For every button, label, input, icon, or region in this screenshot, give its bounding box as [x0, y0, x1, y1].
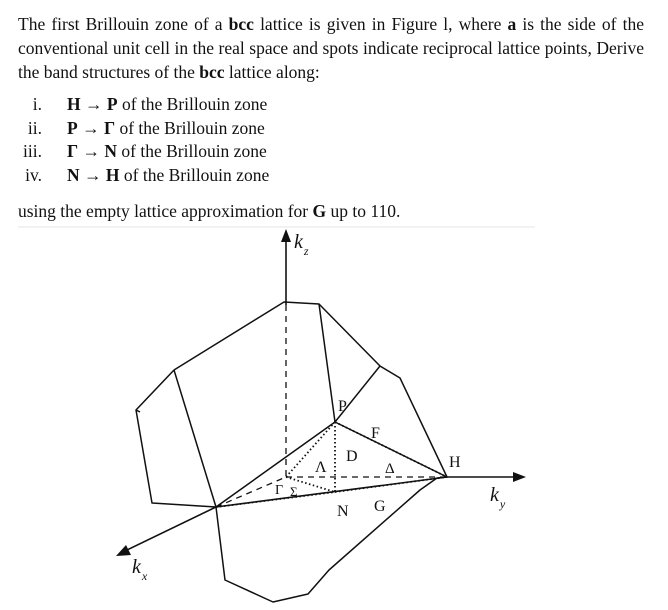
footer-text-2: up to 110. [326, 201, 401, 221]
arrow: → [85, 94, 103, 114]
path-from: P [67, 117, 78, 138]
kx-label: $k_x$ [132, 556, 148, 583]
intro-bcc: bcc [228, 14, 254, 34]
path-rest: of the Brillouin zone [117, 141, 267, 161]
hidden-edges [216, 305, 447, 507]
footer-text-1: using the empty lattice approximation for [18, 201, 313, 221]
arrow: → [82, 141, 101, 161]
list-number: ii. [27, 117, 42, 138]
symmetry-lines [216, 422, 447, 507]
intro-bcc-2: bcc [199, 62, 225, 82]
label-Delta: Δ [385, 461, 395, 477]
path-to: H [105, 164, 120, 185]
kz-arrowhead [281, 229, 291, 242]
ky-arrowhead [513, 472, 526, 482]
intro-text-3: is the side of the conventional unit cell in the real space and spots indicate reciprocal lattice points, Derive the band structures of the [18, 14, 644, 82]
list-number: iii. [23, 141, 42, 161]
path-from: Γ [67, 141, 79, 161]
list-number: iv. [25, 164, 42, 185]
label-Sigma: Σ [290, 484, 298, 499]
polyhedron-edges [136, 302, 447, 602]
label-P: P [338, 398, 347, 415]
path-rest: of the Brillouin zone [115, 117, 265, 138]
path-from: H [67, 94, 81, 114]
intro-text-4: lattice along: [224, 62, 320, 82]
path-to: Γ [103, 117, 116, 138]
label-D: D [346, 448, 358, 465]
path-to: P [106, 94, 118, 114]
intro-text-2: lattice is given in Figure l, where [253, 14, 508, 34]
kz-label: $k_z$ [294, 231, 309, 258]
label-H: H [449, 454, 461, 471]
path-rest: of the Brillouin zone [119, 164, 270, 185]
label-F: F [371, 425, 380, 442]
label-G: G [374, 498, 386, 515]
path-to: N [104, 141, 118, 161]
intro-text-1: The first Brillouin zone of a [18, 14, 229, 34]
label-N: N [337, 503, 349, 520]
kx-arrowhead [116, 545, 131, 556]
intro-a: a [507, 14, 517, 34]
kx-axis [125, 507, 216, 551]
path-rest: of the Brillouin zone [117, 94, 268, 114]
path-from: N [67, 164, 80, 185]
ky-label: $k_y$ [490, 484, 506, 511]
label-Lambda: Λ [315, 459, 327, 476]
label-Gamma: Γ [275, 483, 284, 498]
list-number: i. [32, 94, 42, 114]
footer-G: G [312, 201, 327, 221]
arrow: → [84, 164, 102, 185]
arrow: → [82, 117, 100, 138]
